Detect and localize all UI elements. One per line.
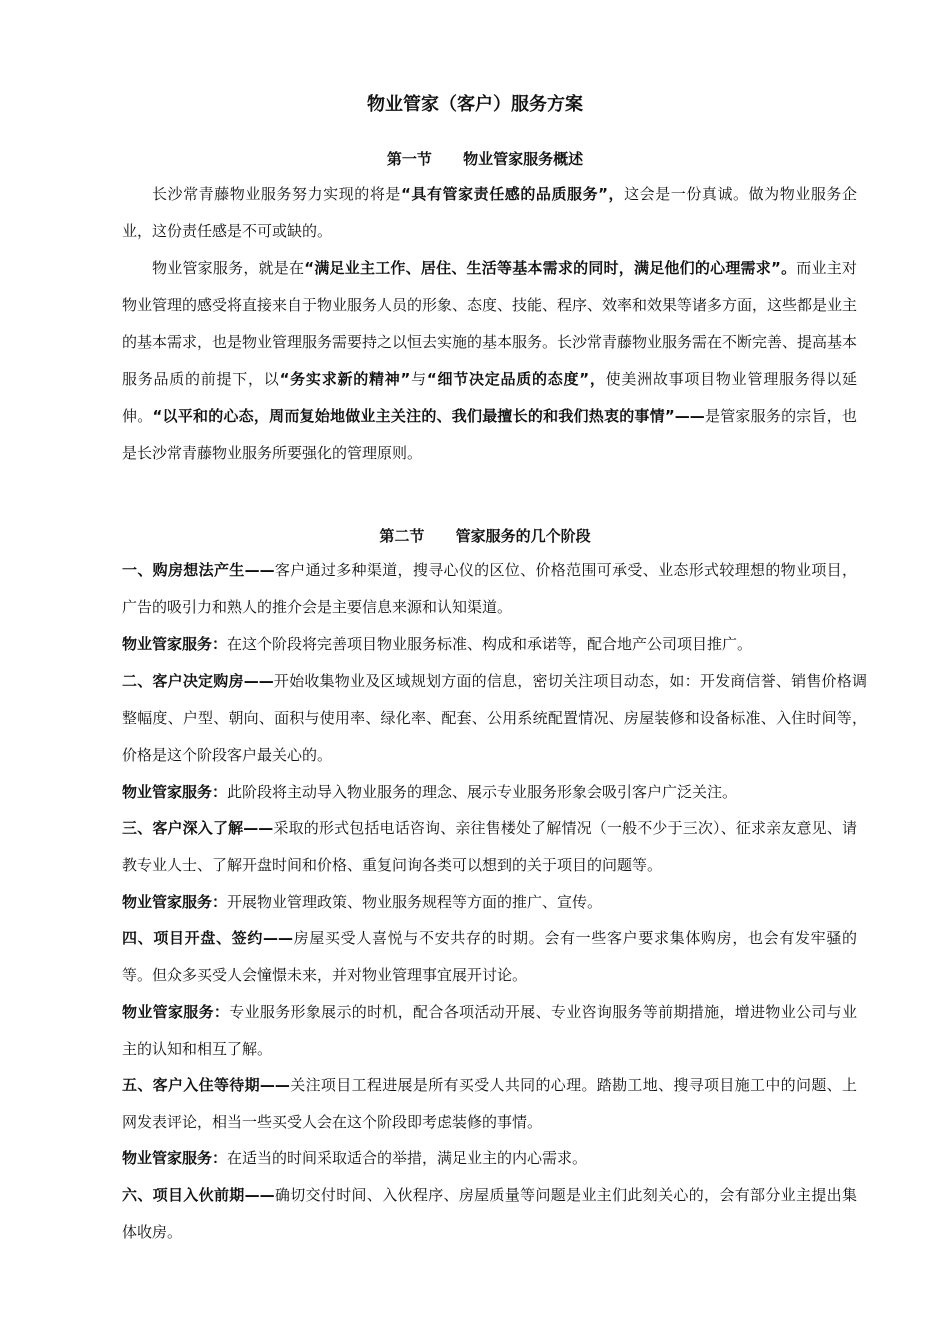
service-title: 物业管家服务： bbox=[122, 893, 228, 911]
service-title: 物业管家服务： bbox=[122, 1003, 230, 1021]
service-text: 在这个阶段将完善项目物业服务标准、构成和承诺等，配合地产公司项目推广。 bbox=[227, 635, 753, 653]
service-text: 开展物业管理政策、物业服务规程等方面的推广、宣传。 bbox=[227, 893, 603, 911]
stage-title: 五、客户入住等待期—— bbox=[122, 1076, 290, 1094]
paragraph-text: 是管家服务的宗旨，也是长沙常青藤物业服务所要强化的管理原则。 bbox=[122, 407, 857, 462]
emphasis-text: “务实求新的精神” bbox=[279, 370, 411, 388]
service-title: 物业管家服务： bbox=[122, 635, 228, 653]
paragraph-text: 而业主对物业管理的感受将直接来自于物业服务人员的形象、态度、技能、程序、效率和效果等诸多方面，这些都是业主的基本需求，也是物业管理服务需要持之以恒去实施的基本服务。长沙常青藤物业服务需在不断完善、提高基本服务品质的前提下，以 bbox=[122, 259, 858, 388]
stage-text: 关注项目工程进展是所有买受人共同的心理。踏勘工地、搜寻项目施工中的问题、上网发表评论，相当一些买受人会在这个阶段即考虑装修的事情。 bbox=[122, 1076, 857, 1131]
stage-title: 二、客户决定购房—— bbox=[122, 672, 274, 690]
service-paragraph bbox=[122, 626, 857, 663]
stage-text: 采取的形式包括电话咨询、亲往售楼处了解情况（一般不少于三次）、征求亲友意见、请教专业人士、了解开盘时间和价格、重复问询各类可以想到的关于项目的问题等。 bbox=[122, 819, 857, 874]
stage-paragraph bbox=[122, 920, 857, 994]
stage-text: 确切交付时间、入伙程序、房屋质量等问题是业主们此刻关心的，会有部分业主提出集体收房。 bbox=[122, 1186, 857, 1241]
stage-text: 客户通过多种渠道，搜寻心仪的区位、价格范围可承受、业态形式较理想的物业项目，广告的吸引力和熟人的推介会是主要信息来源和认知渠道。 bbox=[122, 561, 857, 616]
emphasis-text: “满足业主工作、居住、生活等基本需求的同时，满足他们的心理需求”。 bbox=[304, 259, 797, 277]
stage-title: 三、客户深入了解—— bbox=[122, 819, 274, 837]
stage-text: 开始收集物业及区域规划方面的信息，密切关注项目动态，如：开发商信誉、销售价格调整幅度、户型、朝向、面积与使用率、绿化率、配套、公用系统配置情况、房屋装修和设备标准、入住时间等，价格是这个阶段客户最关心的。 bbox=[122, 672, 867, 764]
section-heading-2: 第二节 管家服务的几个阶段 bbox=[379, 527, 591, 545]
stage-paragraph bbox=[122, 1067, 857, 1141]
stage-text: 房屋买受人喜悦与不安共存的时期。会有一些客户要求集体购房，也会有发牢骚的等。但众多买受人会憧憬未来，并对物业管理事宜展开讨论。 bbox=[122, 929, 857, 984]
paragraph-text: 物业管家服务，就是在 bbox=[152, 259, 305, 277]
stage-title: 四、项目开盘、签约—— bbox=[122, 929, 293, 947]
paragraph-text: 使美洲故事项目物业管理服务得以延伸。 bbox=[122, 370, 857, 425]
page-title: 物业管家（客户）服务方案 bbox=[367, 94, 583, 115]
service-text: 专业服务形象展示的时机，配合各项活动开展、专业咨询服务等前期措施，增进物业公司与业主的认知和相互了解。 bbox=[122, 1003, 857, 1058]
service-text: 此阶段将主动导入物业服务的理念、展示专业服务形象会吸引客户广泛关注。 bbox=[227, 783, 738, 801]
paragraph-text: 与 bbox=[410, 370, 427, 388]
paragraph-definition bbox=[122, 250, 857, 472]
service-title: 物业管家服务： bbox=[122, 783, 228, 801]
stage-paragraph bbox=[122, 552, 857, 626]
stage-title: 六、项目入伙前期—— bbox=[122, 1186, 275, 1204]
emphasis-text: “具有管家责任感的品质服务”， bbox=[400, 185, 625, 203]
service-paragraph bbox=[122, 994, 857, 1068]
emphasis-text: “细节决定品质的态度”， bbox=[426, 370, 606, 388]
stage-title: 一、购房想法产生—— bbox=[122, 561, 275, 579]
stage-paragraph bbox=[122, 810, 857, 884]
service-text: 在适当的时间采取适合的举措，满足业主的内心需求。 bbox=[227, 1149, 588, 1167]
service-paragraph bbox=[122, 884, 857, 921]
paragraph-text: 长沙常青藤物业服务努力实现的将是 bbox=[152, 185, 401, 203]
emphasis-text: “以平和的心态，周而复始地做业主关注的、我们最擅长的和我们热衷的事情”—— bbox=[152, 407, 705, 425]
paragraph-intro bbox=[122, 176, 857, 250]
service-paragraph bbox=[122, 1140, 857, 1177]
stage-paragraph bbox=[122, 663, 867, 774]
stage-paragraph bbox=[122, 1177, 857, 1251]
service-title: 物业管家服务： bbox=[122, 1149, 228, 1167]
section-heading-1: 第一节 物业管家服务概述 bbox=[386, 150, 584, 168]
service-paragraph bbox=[122, 774, 857, 811]
paragraph-text: 这会是一份真诚。做为物业服务企业，这份责任感是不可或缺的。 bbox=[122, 185, 857, 240]
